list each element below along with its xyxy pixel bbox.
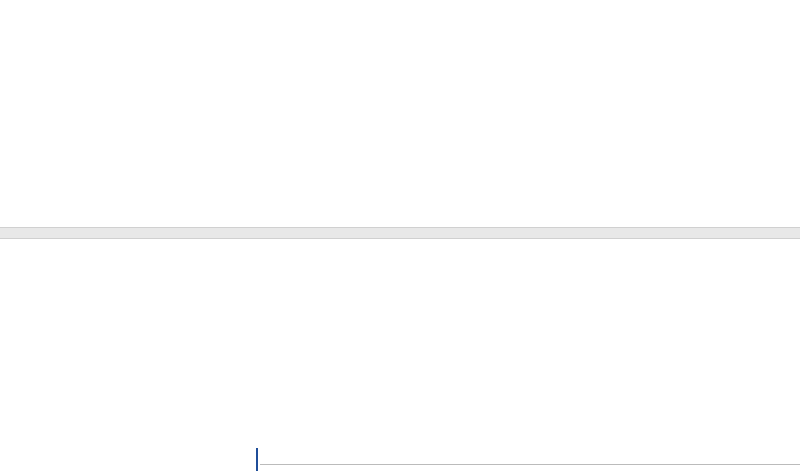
spiral-binding-bar <box>0 227 800 239</box>
footer <box>0 440 800 471</box>
week-marker <box>256 448 258 471</box>
footer-rule <box>260 464 800 465</box>
